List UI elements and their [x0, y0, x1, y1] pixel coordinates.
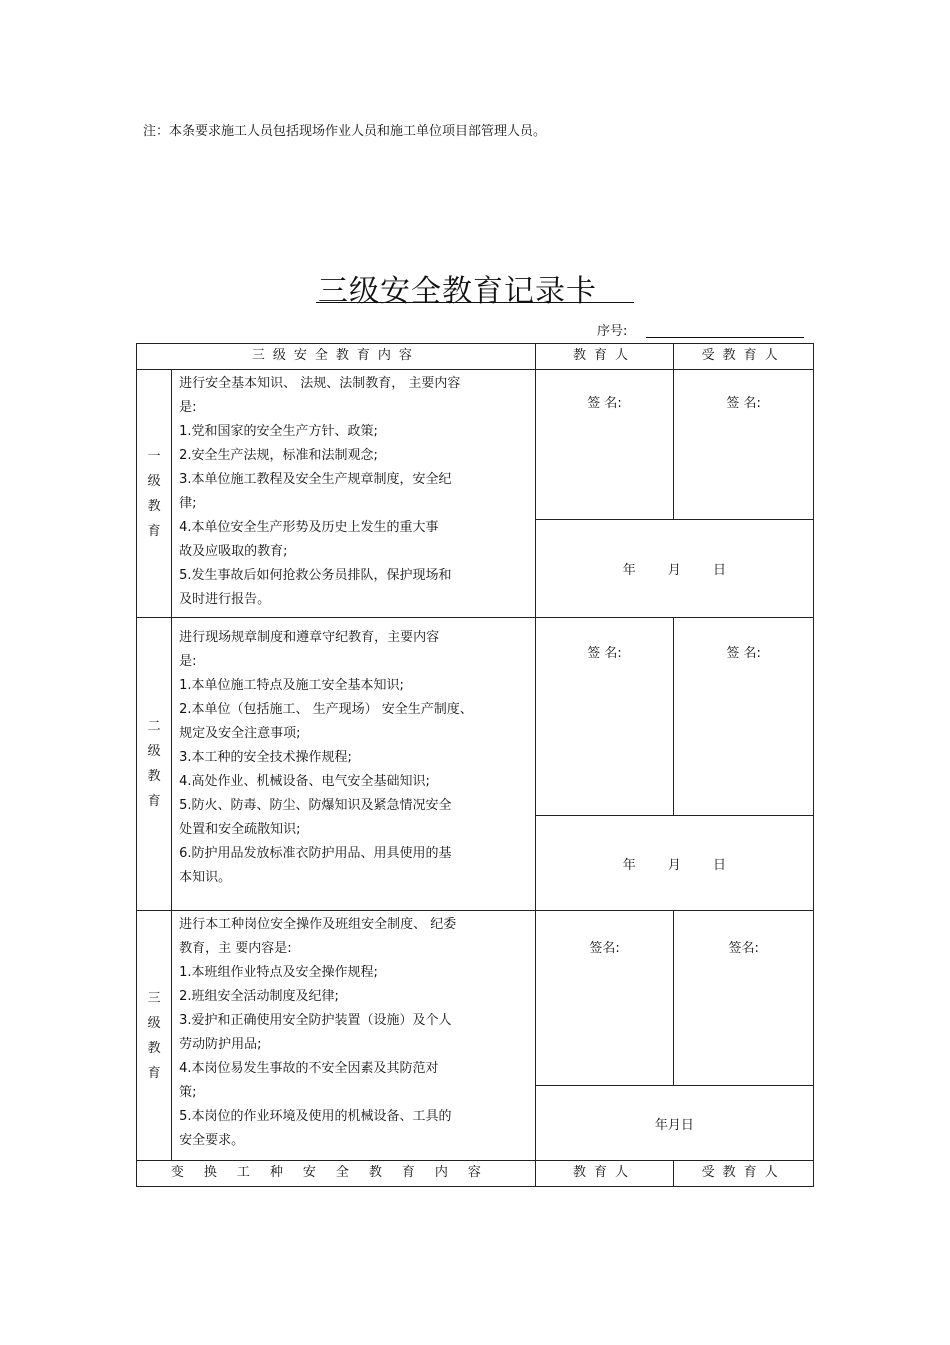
level-2-content: 进行现场规章制度和遵章守纪教育，主要内容 是: 1.本单位施工特点及施工安全基本知识; 2.本单位（包括施工、 生产现场） 安全生产制度、 规定及安全注意事项; 3.本工种的安全技术操作规程; 4.高处作业、机械设备、电气安全基础知识; 5.防火、防毒、防尘、防爆知识及紧急情况安全 处置和安全疏散知识; 6.防护用品发放标准衣防护用品、用具使用的基 本知识。: [172, 618, 536, 911]
level-3-educator-sign[interactable]: 签名:: [535, 911, 674, 1086]
level-2-row-top: [137, 618, 814, 816]
table-header-row: [137, 344, 814, 370]
footer-educator: 教育人: [535, 1161, 674, 1187]
serial-number-field: [646, 337, 804, 338]
title-underline: [316, 302, 634, 303]
level-1-receiver-sign[interactable]: 签 名:: [674, 370, 814, 520]
level-1-educator-sign[interactable]: 签 名:: [535, 370, 674, 520]
level-3-content: 进行本工种岗位安全操作及班组安全制度、 纪委 教育，主 要内容是: 1.本班组作业特点及安全操作规程; 2.班组安全活动制度及纪律; 3.爱护和正确使用安全防护装置（设施）及个人 劳动防护用品; 4.本岗位易发生事故的不安全因素及其防范对 策; 5.本岗位的作业环境及使用的机械设备、工具的 安全要求。: [172, 911, 536, 1161]
level-3-date[interactable]: 年月日: [535, 1086, 813, 1161]
level-1-date[interactable]: 年 月 日: [535, 520, 813, 618]
serial-number-label: 序号:: [597, 324, 628, 339]
header-receiver: 受教育人: [674, 344, 814, 370]
level-1-content: 进行安全基本知识、 法规、法制教育， 主要内容 是: 1.党和国家的安全生产方针、政策; 2.安全生产法规，标准和法制观念; 3.本单位施工教程及安全生产规章制度，安全纪 律; 4.本单位安全生产形势及历史上发生的重大事 故及应吸取的教育; 5.发生事故后如何抢救公务员排队，保护现场和 及时进行报告。: [172, 370, 536, 618]
footer-content: 变换工种安全教育内容: [137, 1161, 536, 1187]
level-3-row-top: [137, 911, 814, 1086]
level-1-label: 一 级 教 育: [137, 370, 172, 618]
level-2-label: 二 级 教 育: [137, 618, 172, 911]
footer-receiver: 受教育人: [674, 1161, 814, 1187]
level-2-receiver-sign[interactable]: 签 名:: [674, 618, 814, 816]
level-3-receiver-sign[interactable]: 签名:: [674, 911, 814, 1086]
level-2-date[interactable]: 年 月 日: [535, 816, 813, 911]
level-2-educator-sign[interactable]: 签 名:: [535, 618, 674, 816]
level-3-label: 三 级 教 育: [137, 911, 172, 1161]
header-educator: 教育人: [535, 344, 674, 370]
footnote: 注：本条要求施工人员包括现场作业人员和施工单位项目部管理人员。: [143, 124, 547, 139]
page-title: 三级安全教育记录卡: [318, 274, 597, 309]
header-content: 三级安全教育内容: [137, 344, 536, 370]
education-record-table: [136, 343, 814, 1187]
level-1-row-top: [137, 370, 814, 520]
table-footer-row: [137, 1161, 814, 1187]
